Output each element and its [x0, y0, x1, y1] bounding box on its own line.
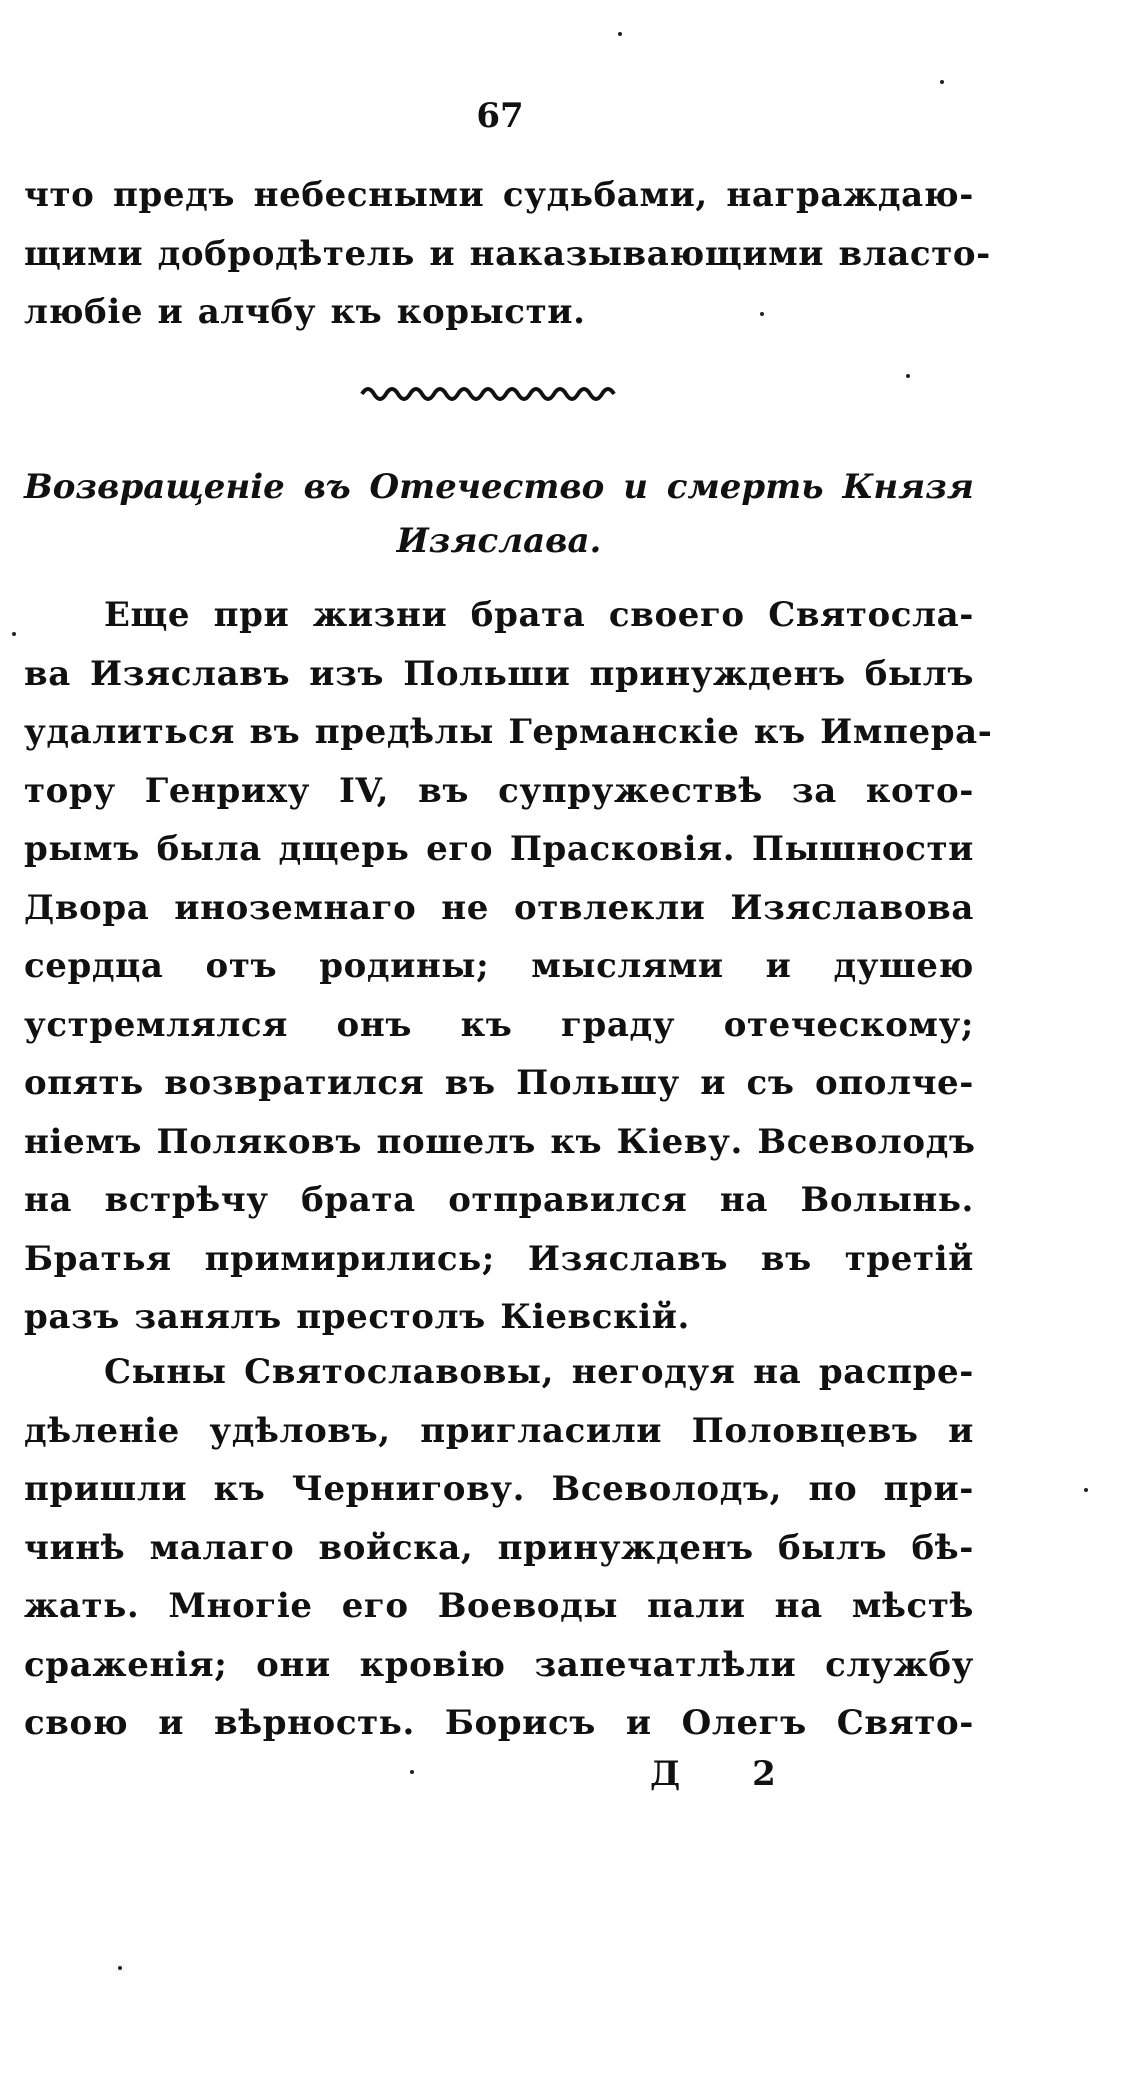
text-line: рымъ была дщерь его Прасковія. Пышности	[24, 829, 974, 869]
scan-speck	[760, 312, 764, 316]
text-line: опять возвратился въ Польшу и съ ополче-	[24, 1063, 974, 1103]
scan-speck	[1084, 1488, 1088, 1492]
scan-speck	[906, 374, 910, 378]
signature-mark: Д 2	[650, 1754, 806, 1794]
heading-line: Изяслава.	[396, 521, 602, 561]
scan-speck	[618, 32, 622, 36]
top-paragraph	[24, 166, 991, 342]
scan-speck	[12, 632, 16, 636]
text-line: Братья примирились; Изяславъ въ третій	[24, 1238, 974, 1279]
text-line: щими добродѣтель и наказывающими власто-	[24, 233, 991, 274]
text-line: ніемъ Поляковъ пошелъ къ Кіеву. Всеволодъ	[24, 1121, 976, 1162]
text-line: на встрѣчу брата отправился на Волынь.	[24, 1180, 974, 1220]
text-line: дѣленіе удѣловъ, пригласили Половцевъ и	[24, 1410, 974, 1451]
paragraph	[24, 586, 993, 1347]
text-line: Сыны Святославовы, негодуя на распре-	[104, 1352, 974, 1392]
text-line: устремлялся онъ къ граду отеческому;	[24, 1004, 974, 1045]
decorative-divider	[360, 376, 620, 406]
scan-speck	[940, 80, 944, 84]
text-line: сраженія; они кровію запечатлѣли службу	[24, 1644, 974, 1685]
scan-speck	[118, 1966, 122, 1970]
text-line: жать. Многіе его Воеводы пали на мѣстѣ	[24, 1586, 974, 1626]
text-line: Двора иноземнаго не отвлекли Изяславова	[24, 887, 974, 928]
text-line: пришли къ Чернигову. Всеволодъ, по при-	[24, 1469, 974, 1509]
text-line: сердца отъ родины; мыслями и душею	[24, 946, 974, 986]
text-line: Еще при жизни брата своего Святосла-	[104, 595, 974, 635]
text-line: разъ занялъ престолъ Кіевскій.	[24, 1297, 690, 1337]
text-line: тору Генриху IV, въ супружествѣ за кото-	[24, 770, 974, 811]
paragraph	[24, 1343, 974, 1753]
text-line: свою и вѣрность. Борисъ и Олегъ Свято-	[24, 1703, 974, 1743]
scan-speck	[410, 1770, 414, 1774]
text-line: любіе и алчбу къ корысти.	[24, 292, 586, 332]
section-heading	[24, 460, 974, 568]
text-line: удалиться въ предѣлы Германскіе къ Импера-	[24, 712, 993, 752]
text-line: ва Изяславъ изъ Польши принужденъ былъ	[24, 653, 974, 694]
text-line: чинѣ малаго войска, принужденъ былъ бѣ-	[24, 1527, 974, 1568]
heading-line: Возвращеніе въ Отечество и смерть Князя	[24, 467, 974, 507]
text-line: что предъ небесными судьбами, награждаю-	[24, 175, 974, 215]
page-number: 67	[476, 96, 524, 136]
